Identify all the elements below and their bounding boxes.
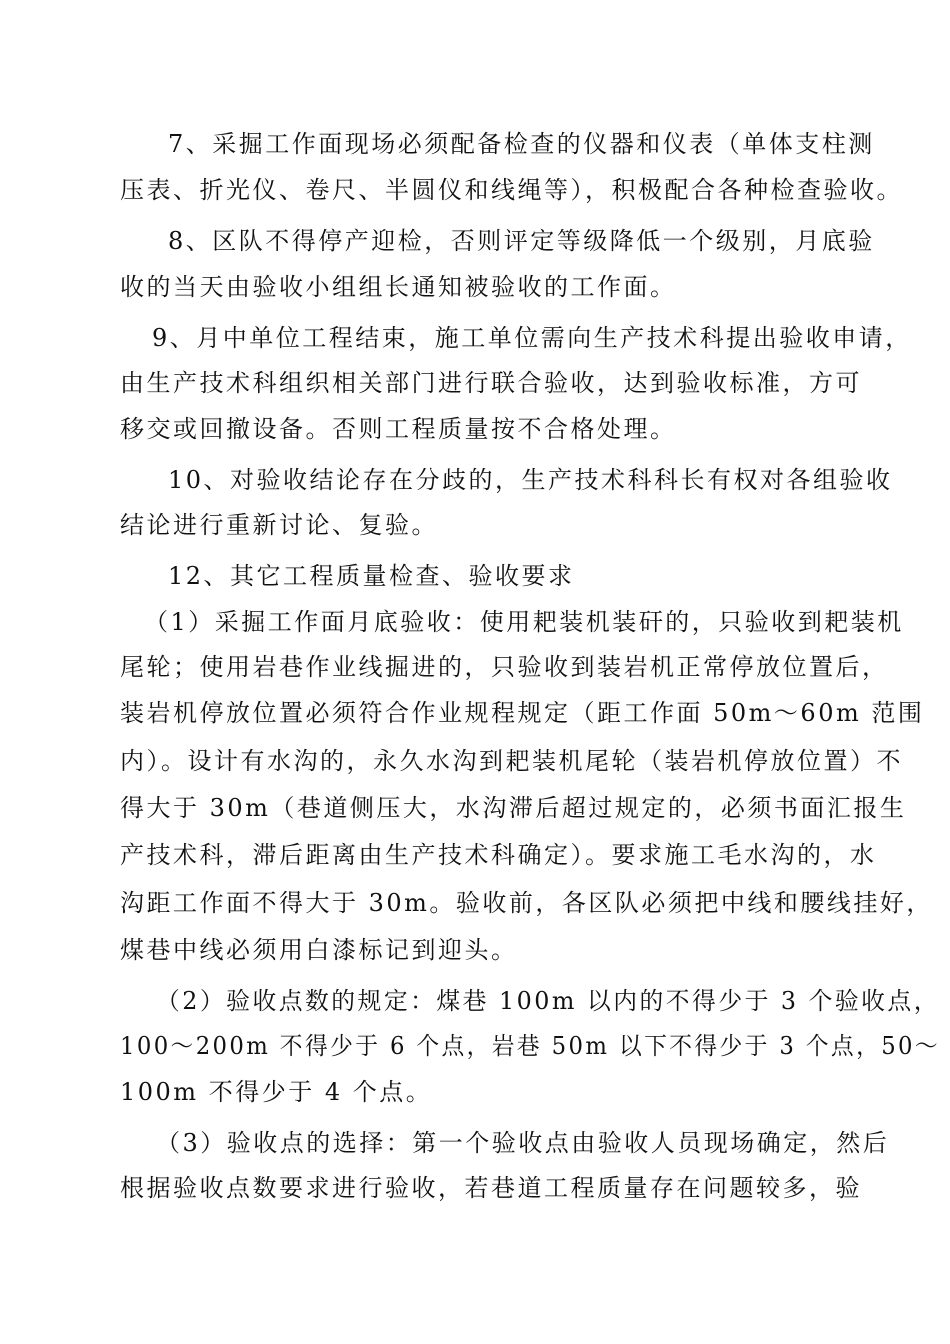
text-line: （2）验收点数的规定：煤巷 100m 以内的不得少于 3 个验收点， bbox=[156, 987, 940, 1015]
text-line: 产技术科，滞后距离由生产技术科确定）。要求施工毛水沟的，水 bbox=[120, 841, 877, 869]
text-line: 装岩机停放位置必须符合作业规程规定（距工作面 50m～60m 范围 bbox=[120, 699, 925, 727]
text-line: 收的当天由验收小组组长通知被验收的工作面。 bbox=[120, 273, 677, 301]
text-line: 内）。设计有水沟的，永久水沟到耙装机尾轮（装岩机停放位置）不 bbox=[120, 747, 903, 775]
text-line: 煤巷中线必须用白漆标记到迎头。 bbox=[120, 936, 518, 964]
text-line: 7、采掘工作面现场必须配备检查的仪器和仪表（单体支柱测 bbox=[168, 130, 875, 158]
text-line: 8、区队不得停产迎检，否则评定等级降低一个级别，月底验 bbox=[168, 227, 875, 255]
section-heading: 12、其它工程质量检查、验收要求 bbox=[168, 562, 575, 590]
text-line: 由生产技术科组织相关部门进行联合验收，达到验收标准，方可 bbox=[120, 369, 862, 397]
text-line: 移交或回撤设备。否则工程质量按不合格处理。 bbox=[120, 415, 677, 443]
text-line: 结论进行重新讨论、复验。 bbox=[120, 511, 438, 539]
text-line: 压表、折光仪、卷尺、半圆仪和线绳等），积极配合各种检查验收。 bbox=[120, 176, 903, 204]
text-line: 沟距工作面不得大于 30m。验收前，各区队必须把中线和腰线挂好， bbox=[120, 889, 933, 917]
text-line: 尾轮；使用岩巷作业线掘进的，只验收到装岩机正常停放位置后， bbox=[120, 653, 889, 681]
text-line: 得大于 30m（巷道侧压大，水沟滞后超过规定的，必须书面汇报生 bbox=[120, 794, 907, 822]
text-line: 100m 不得少于 4 个点。 bbox=[120, 1078, 433, 1106]
text-line: 9、月中单位工程结束，施工单位需向生产技术科提出验收申请， bbox=[152, 324, 912, 352]
text-line: （1）采掘工作面月底验收：使用耙装机装矸的，只验收到耙装机 bbox=[144, 608, 904, 636]
text-line: 100～200m 不得少于 6 个点，岩巷 50m 以下不得少于 3 个点，50～ bbox=[120, 1032, 941, 1060]
text-line: （3）验收点的选择：第一个验收点由验收人员现场确定，然后 bbox=[156, 1129, 890, 1157]
text-line: 10、对验收结论存在分歧的，生产技术科科长有权对各组验收 bbox=[168, 466, 893, 494]
text-line: 根据验收点数要求进行验收，若巷道工程质量存在问题较多，验 bbox=[120, 1174, 862, 1202]
